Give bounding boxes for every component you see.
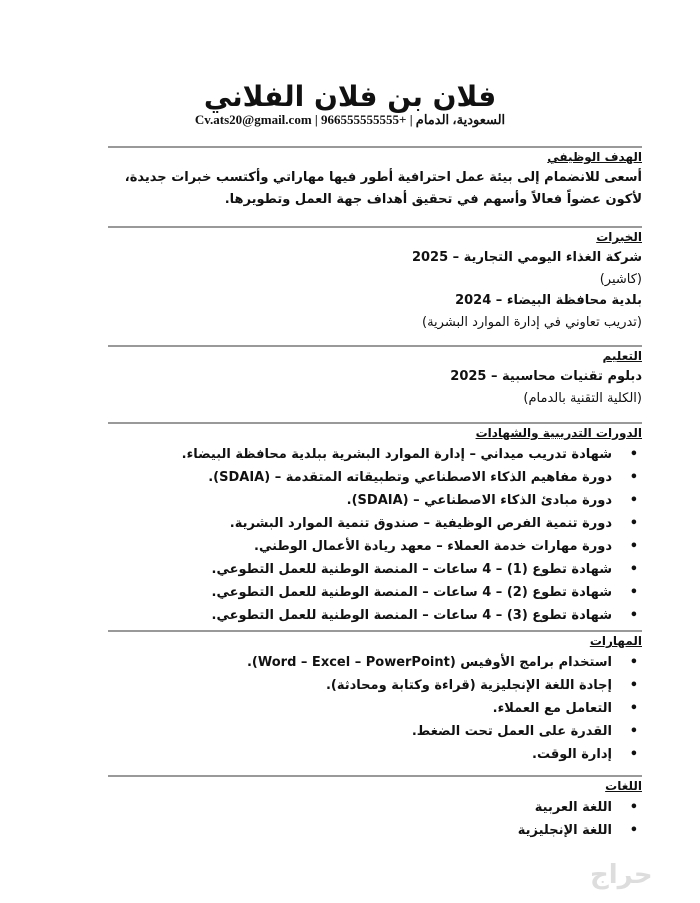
experience-title: بلدية محافظة البيضاء – 2024	[455, 293, 642, 308]
course-item: • دورة تنمية الفرص الوظيفية – صندوق تنمية الموارد البشرية.	[108, 512, 612, 535]
divider	[108, 422, 642, 424]
cv-name: فلان بن فلان الفلاني	[203, 80, 497, 113]
skills-heading: المهارات	[589, 634, 642, 648]
contact-line: السعودية، الدمام | +966555555555 | Cv.ats20@gmail.com	[194, 112, 506, 127]
skill-item: • إجادة اللغة الإنجليزية (قراءة وكتابة ومحادثة).	[108, 674, 612, 697]
experience-role: (تدريب تعاوني في إدارة الموارد البشرية)	[422, 315, 642, 330]
divider	[108, 345, 642, 347]
languages-heading: اللغات	[605, 779, 642, 793]
courses-heading: الدورات التدريبية والشهادات	[475, 426, 642, 440]
course-item: • شهادة تطوع (1) – 4 ساعات – المنصة الوطنية للعمل التطوعي.	[108, 558, 612, 581]
experience-section	[108, 230, 642, 333]
experience-title: شركة الغذاء اليومي التجارية – 2025	[411, 250, 642, 265]
course-item: • شهادة تدريب ميداني – إدارة الموارد البشرية ببلدية محافظة البيضاء.	[108, 443, 612, 466]
education-heading: التعليم	[602, 349, 642, 363]
experience-heading: الخبرات	[596, 230, 642, 244]
course-item: • شهادة تطوع (3) – 4 ساعات – المنصة الوطنية للعمل التطوعي.	[108, 604, 612, 627]
skills-section	[108, 634, 642, 766]
objective-heading: الهدف الوظيفي	[547, 150, 642, 164]
objective-text: أسعى للانضمام إلى بيئة عمل احترافية أطور فيها مهاراتي وأكتسب خبرات جديدة، لأكون عضواً فعالاً وأسهم في تحقيق أهداف جهة العمل وتطويرها.	[124, 170, 642, 207]
language-item: • اللغة الإنجليزية	[108, 819, 612, 842]
course-item: • دورة مهارات خدمة العملاء – معهد ريادة الأعمال الوطني.	[108, 535, 612, 558]
divider	[108, 226, 642, 228]
course-item: • دورة مبادئ الذكاء الاصطناعي – (SDAIA).	[108, 489, 612, 512]
skill-item: • استخدام برامج الأوفيس (Word – Excel – PowerPoint).	[108, 651, 612, 674]
divider	[108, 146, 642, 148]
course-item: • شهادة تطوع (2) – 4 ساعات – المنصة الوطنية للعمل التطوعي.	[108, 581, 612, 604]
education-title: دبلوم تقنيات محاسبية – 2025	[450, 369, 642, 384]
divider	[108, 775, 642, 777]
language-item: • اللغة العربية	[108, 796, 612, 819]
skill-item: • القدرة على العمل تحت الضغط.	[108, 720, 612, 743]
education-school: (الكلية التقنية بالدمام)	[523, 391, 642, 406]
education-section	[108, 349, 642, 409]
watermark-logo: حراج	[590, 860, 653, 890]
course-item: • دورة مفاهيم الذكاء الاصطناعي وتطبيقاته المتقدمة – (SDAIA).	[108, 466, 612, 489]
languages-section	[108, 779, 642, 842]
skill-item: • إدارة الوقت.	[108, 743, 612, 766]
objective-section	[108, 150, 642, 211]
courses-section	[108, 426, 642, 627]
experience-role: (كاشير)	[599, 272, 642, 287]
skill-item: • التعامل مع العملاء.	[108, 697, 612, 720]
divider	[108, 630, 642, 632]
